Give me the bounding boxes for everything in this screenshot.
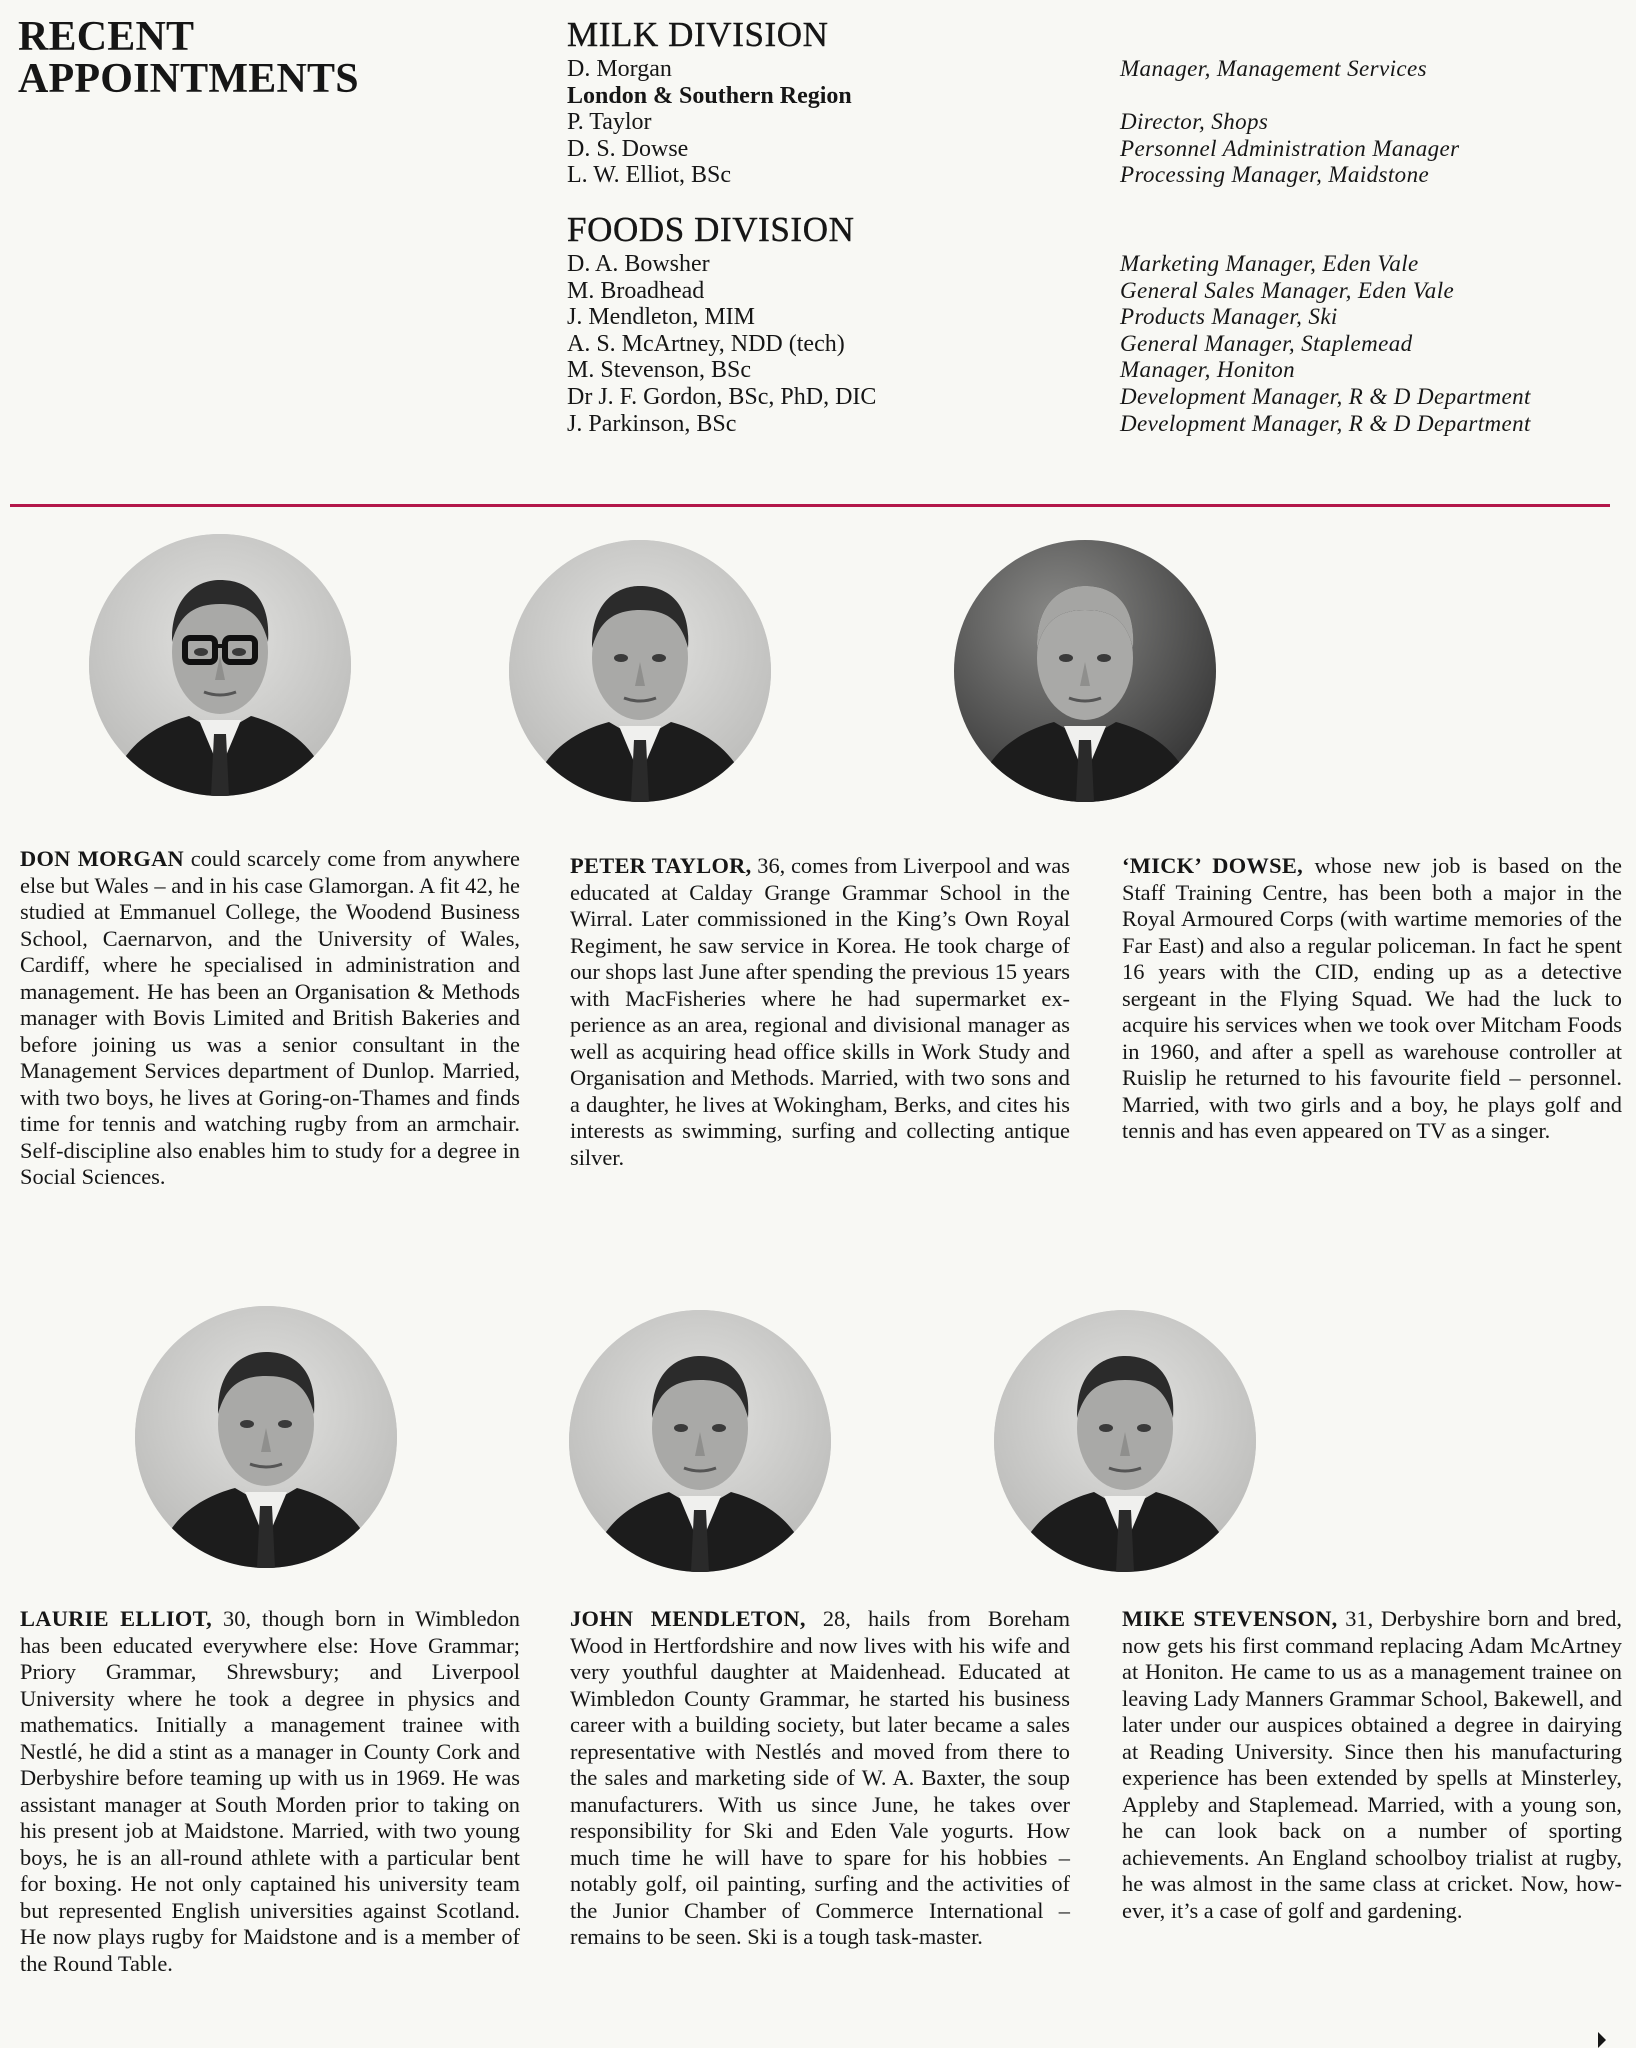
appointee-name: J. Mendleton, MIM xyxy=(567,304,755,331)
appointee-name: Dr J. F. Gordon, BSc, PhD, DIC xyxy=(567,383,877,410)
appointment-row xyxy=(567,304,1338,331)
appointment-row xyxy=(567,357,1296,384)
bio-name: MIKE STEVENSON, xyxy=(1122,1606,1338,1631)
bio-laurie-elliot xyxy=(20,1606,520,1977)
portrait-don-morgan xyxy=(89,534,351,796)
page-title-line-2: APPOINTMENTS xyxy=(18,56,359,102)
milk-division-section xyxy=(567,15,1460,189)
bio-john-mendleton xyxy=(570,1606,1070,1951)
bio-mike-stevenson xyxy=(1122,1606,1622,1924)
milk-division-heading: MILK DIVISION xyxy=(567,15,829,54)
appointee-name: D. A. Bowsher xyxy=(567,251,710,277)
page-title-line-1: RECENT xyxy=(18,14,195,60)
portrait-john-mendleton xyxy=(569,1310,831,1572)
appointee-name: L. W. Elliot, BSc xyxy=(567,162,732,189)
foods-division-heading: FOODS DIVISION xyxy=(567,210,855,249)
appointee-role: General Sales Manager, Eden Vale xyxy=(1120,277,1455,303)
appointee-role: Marketing Manager, Eden Vale xyxy=(1120,251,1419,276)
appointment-row xyxy=(567,277,1455,305)
appointment-row xyxy=(567,56,1427,83)
appointee-role: Processing Manager, Maidstone xyxy=(1120,162,1430,188)
appointee-name: J. Parkinson, BSc xyxy=(567,410,737,437)
appointment-row xyxy=(567,162,1430,189)
appointee-role: Products Manager, Ski xyxy=(1120,304,1338,330)
region-subheading xyxy=(567,82,852,110)
appointment-row xyxy=(567,135,1460,163)
appointee-name: M. Stevenson, BSc xyxy=(567,357,752,384)
bio-name: PETER TAYLOR, xyxy=(570,853,752,878)
foods-division-appointments xyxy=(567,251,1531,437)
appointee-role: Manager, Management Services xyxy=(1120,56,1427,81)
appointee-name: M. Broadhead xyxy=(567,277,705,304)
bio-text: whose new job is based on the Staff Training Centre, has been both a major in the Royal Armoured Corps (with wartime memories of the Far East) and also a regular policeman. In fact he spent 16 years with the CID, ending up as a detective sergeant in the Flying Squad. We had the luck to acquire his services when we took over Mitcham Foods in 1960, and after a spell as warehouse controller at Ruislip he returned to his favourite field – personnel. Married, with two girls and a boy, he plays golf and tennis and has even appeared on TV as a singer. xyxy=(1122,853,1622,1143)
portrait-peter-taylor xyxy=(509,540,771,802)
bio-text: 31, Derbyshire born and bred, now gets his first command replacing Adam McArtney at Honiton. He came to us as a management trainee on leaving Lady Manners Grammar School, Bakewell, and later under our auspices obtained a degree in dairying at Reading University. Since then his manufacturing experience has been extended by spells at Minsterley, Appleby and Staplemead. Married, with a young son, he can look back on a number of sporting achievements. An England schoolboy trialist at rugby, he was almost in the same class at cricket. Now, however, it’s a case of golf and gardening. xyxy=(1122,1606,1622,1923)
appointment-row xyxy=(567,330,1413,358)
appointee-role: General Manager, Staplemead xyxy=(1120,330,1413,356)
bio-peter-taylor xyxy=(570,853,1070,1171)
portrait-laurie-elliot xyxy=(135,1306,397,1568)
bio-text: 28, hails from Boreham Wood in Hertfordshire and now lives with his wife and very youthful daughter at Maidenhead. Educated at Wimbledon County Grammar, he started his business career with a building society, but later became a sales representative with Nestlés and moved from there to the sales and marketing side of W. A. Baxter, the soup manufacturers. With us since June, he takes over responsibility for Ski and Eden Vale yogurts. How much time he will have to spare for his hobbies – notably golf, oil painting, surfing and the activities of the Junior Chamber of Commerce International – remains to be seen. Ski is a tough task-master. xyxy=(570,1606,1070,1949)
appointee-name: D. Morgan xyxy=(567,56,672,82)
page-turn-arrow-icon xyxy=(1598,2032,1606,2048)
section-divider xyxy=(10,504,1610,507)
appointment-row xyxy=(567,109,1269,136)
bio-mick-dowse xyxy=(1122,853,1622,1145)
appointee-role: Manager, Honiton xyxy=(1120,357,1296,383)
appointee-role: Development Manager, R & D Department xyxy=(1120,383,1531,409)
bio-text: 36, comes from Liverpool and was educated at Calday Grange Grammar School in the Wirral. Later commissioned in the King’s Own Royal Regiment, he saw service in Korea. He took charge of our shops last June after spending the previous 15 years with MacFisheries where he had supermarket experience as an area, regional and divisional manager as well as acquiring head office skills in Work Study and Organisation and Methods. Married, with two sons and a daughter, he lives at Wokingham, Berks, and cites his interests as swimming, surfing and collecting antique silver. xyxy=(570,853,1071,1170)
appointee-name: D. S. Dowse xyxy=(567,135,689,162)
milk-division-appointments xyxy=(567,56,1460,189)
bio-text: could scarcely come from anywhere else but Wales – and in his case Glamorgan. A fit 42, he studied at Emmanuel College, the Woodend Business School, Caernarvon, and the University of Wales, Cardiff, where he specialised in administration and management. He has been an Organisation & Methods manager with Bovis Limited and British Bakeries and before joining us was a senior consultant in the Management Services department of Dunlop. Married, with two boys, he lives at Goring-on-Thames and finds time for tennis and watching rugby from an armchair. Self-discipline also enables him to study for a degree in Social Sciences. xyxy=(20,846,520,1189)
appointment-row xyxy=(567,383,1531,411)
foods-division-section xyxy=(567,210,1531,437)
appointee-role: Development Manager, R & D Department xyxy=(1120,410,1531,436)
appointment-row xyxy=(567,410,1531,438)
portrait-mike-stevenson xyxy=(994,1310,1256,1572)
appointee-role: Director, Shops xyxy=(1120,109,1269,135)
bio-name: LAURIE ELLIOT, xyxy=(20,1606,213,1631)
portrait-mick-dowse xyxy=(954,540,1216,802)
page-title xyxy=(18,16,359,100)
bio-don-morgan xyxy=(20,846,520,1191)
appointee-name: P. Taylor xyxy=(567,109,652,136)
bio-text: 30, though born in Wimbledon has been educated everywhere else: Hove Grammar; Priory Grammar, Shrewsbury; and Liverpool University where he took a degree in physics and mathematics. Initially a management trainee with Nestlé, he did a stint as a manager in County Cork and Derbyshire before teaming up with us in 1969. He was assistant manager at South Morden prior to taking on his present job at Maidstone. Married, with two young boys, he is an all-round athlete with a particular bent for boxing. He not only captained his university team but represented English universities against Scotland. He now plays rugby for Maidstone and is a member of the Round Table. xyxy=(20,1606,520,1976)
appointment-row xyxy=(567,251,1419,278)
bio-name: JOHN MENDLETON, xyxy=(570,1606,806,1631)
region-name: London & Southern Region xyxy=(567,82,852,109)
bio-name: DON MORGAN xyxy=(20,846,185,871)
bio-name: ‘MICK’ DOWSE, xyxy=(1122,853,1303,878)
appointee-role: Personnel Administration Manager xyxy=(1120,135,1460,161)
appointee-name: A. S. McArtney, NDD (tech) xyxy=(567,330,845,357)
